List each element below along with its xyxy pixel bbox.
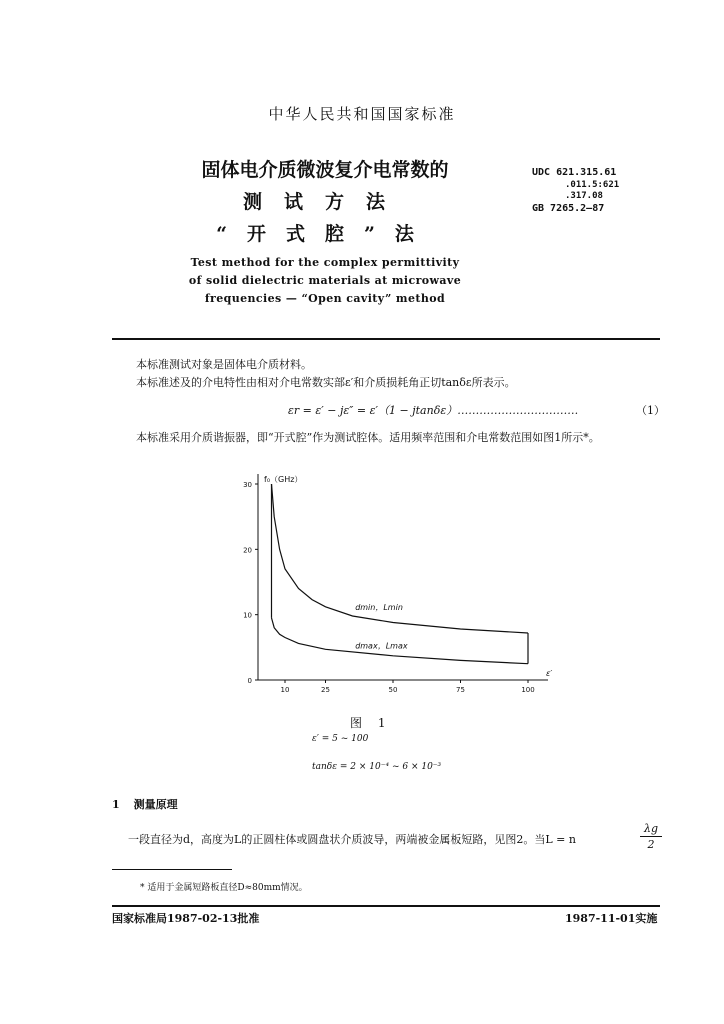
footnote-rule xyxy=(112,869,232,870)
section-heading xyxy=(112,796,178,812)
effective-date: 1987-11-01实施 xyxy=(565,912,658,925)
udc-code: UDC 621.315.61 xyxy=(532,167,617,178)
title-en-line1: Test method for the complex permittivity xyxy=(190,256,460,269)
title-en-line3: frequencies — “Open cavity” method xyxy=(204,292,446,305)
title-cn-line2: 测试方法 xyxy=(242,191,407,213)
figure-note-epsilon: ε′ = 5 ~ 100 xyxy=(312,734,369,744)
udc-code-cont1: .011.5:621 xyxy=(565,180,620,190)
x-tick-label: 75 xyxy=(456,686,465,694)
series-label-dmax: dmax，Lmax xyxy=(355,641,408,651)
x-tick-label: 50 xyxy=(388,686,398,694)
series-label-dmin: dmin，Lmin xyxy=(355,603,403,613)
approval-date: 国家标准局1987-02-13批准 xyxy=(112,912,260,925)
y-tick-label: 30 xyxy=(243,481,252,489)
equation-1: εr = ε′ − jε″ = ε′（1 − jtanδε）…………………………… xyxy=(288,404,579,417)
chart-labels xyxy=(264,475,552,678)
y-tick-label: 0 xyxy=(247,677,252,685)
fraction-numerator: λg xyxy=(643,822,658,835)
title-en-line2: of solid dielectric materials at microwave xyxy=(188,274,462,287)
figure-note-tandelta: tanδε = 2 × 10⁻⁴ ~ 6 × 10⁻³ xyxy=(312,762,442,772)
title-cn-line3: “开式腔”法 xyxy=(216,223,434,245)
title-cn-line1: 固体电介质微波复介电常数的 xyxy=(201,159,449,181)
equation-number: （1） xyxy=(636,404,665,417)
section-title: 测量原理 xyxy=(133,798,178,811)
intro-paragraph-2: 本标准述及的介电特性由相对介电常数实部ε′和介质损耗角正切tanδε所表示。 xyxy=(136,376,516,389)
y-tick-label: 10 xyxy=(243,611,252,620)
fraction-bar xyxy=(640,836,662,837)
intro-paragraph-3: 本标准采用介质谐振器，即“开式腔”作为测试腔体。适用频率范围和介电常数范围如图1所示*。 xyxy=(136,431,600,444)
standard-header: 中华人民共和国国家标准 xyxy=(268,105,456,123)
y-tick-label: 20 xyxy=(243,546,252,555)
x-tick-label: 25 xyxy=(321,686,330,694)
x-tick-label: 10 xyxy=(280,686,290,694)
udc-code-cont2: .317.08 xyxy=(565,191,603,201)
lambda-fraction xyxy=(640,822,662,851)
x-tick-label: 100 xyxy=(521,686,535,694)
chart-series xyxy=(272,484,529,664)
figure-1-chart xyxy=(230,460,560,705)
y-axis-label: f₀（GHz） xyxy=(264,475,303,484)
footer-rule xyxy=(112,905,660,907)
footnote: * 适用于金属短路板直径D≈80mm情况。 xyxy=(140,883,308,893)
header-rule xyxy=(112,338,660,340)
x-axis-label: ε′ xyxy=(546,669,553,678)
intro-paragraph-1: 本标准测试对象是固体电介质材料。 xyxy=(136,358,312,371)
section-1-text: 一段直径为d，高度为L的正圆柱体或圆盘状介质波导，两端被金属板短路，见图2。当L = n xyxy=(128,833,576,846)
figure-caption: 图 1 xyxy=(350,716,392,730)
gb-number: GB 7265.2—87 xyxy=(532,203,605,214)
fraction-denominator: 2 xyxy=(647,838,655,851)
section-number: 1 xyxy=(112,798,120,811)
